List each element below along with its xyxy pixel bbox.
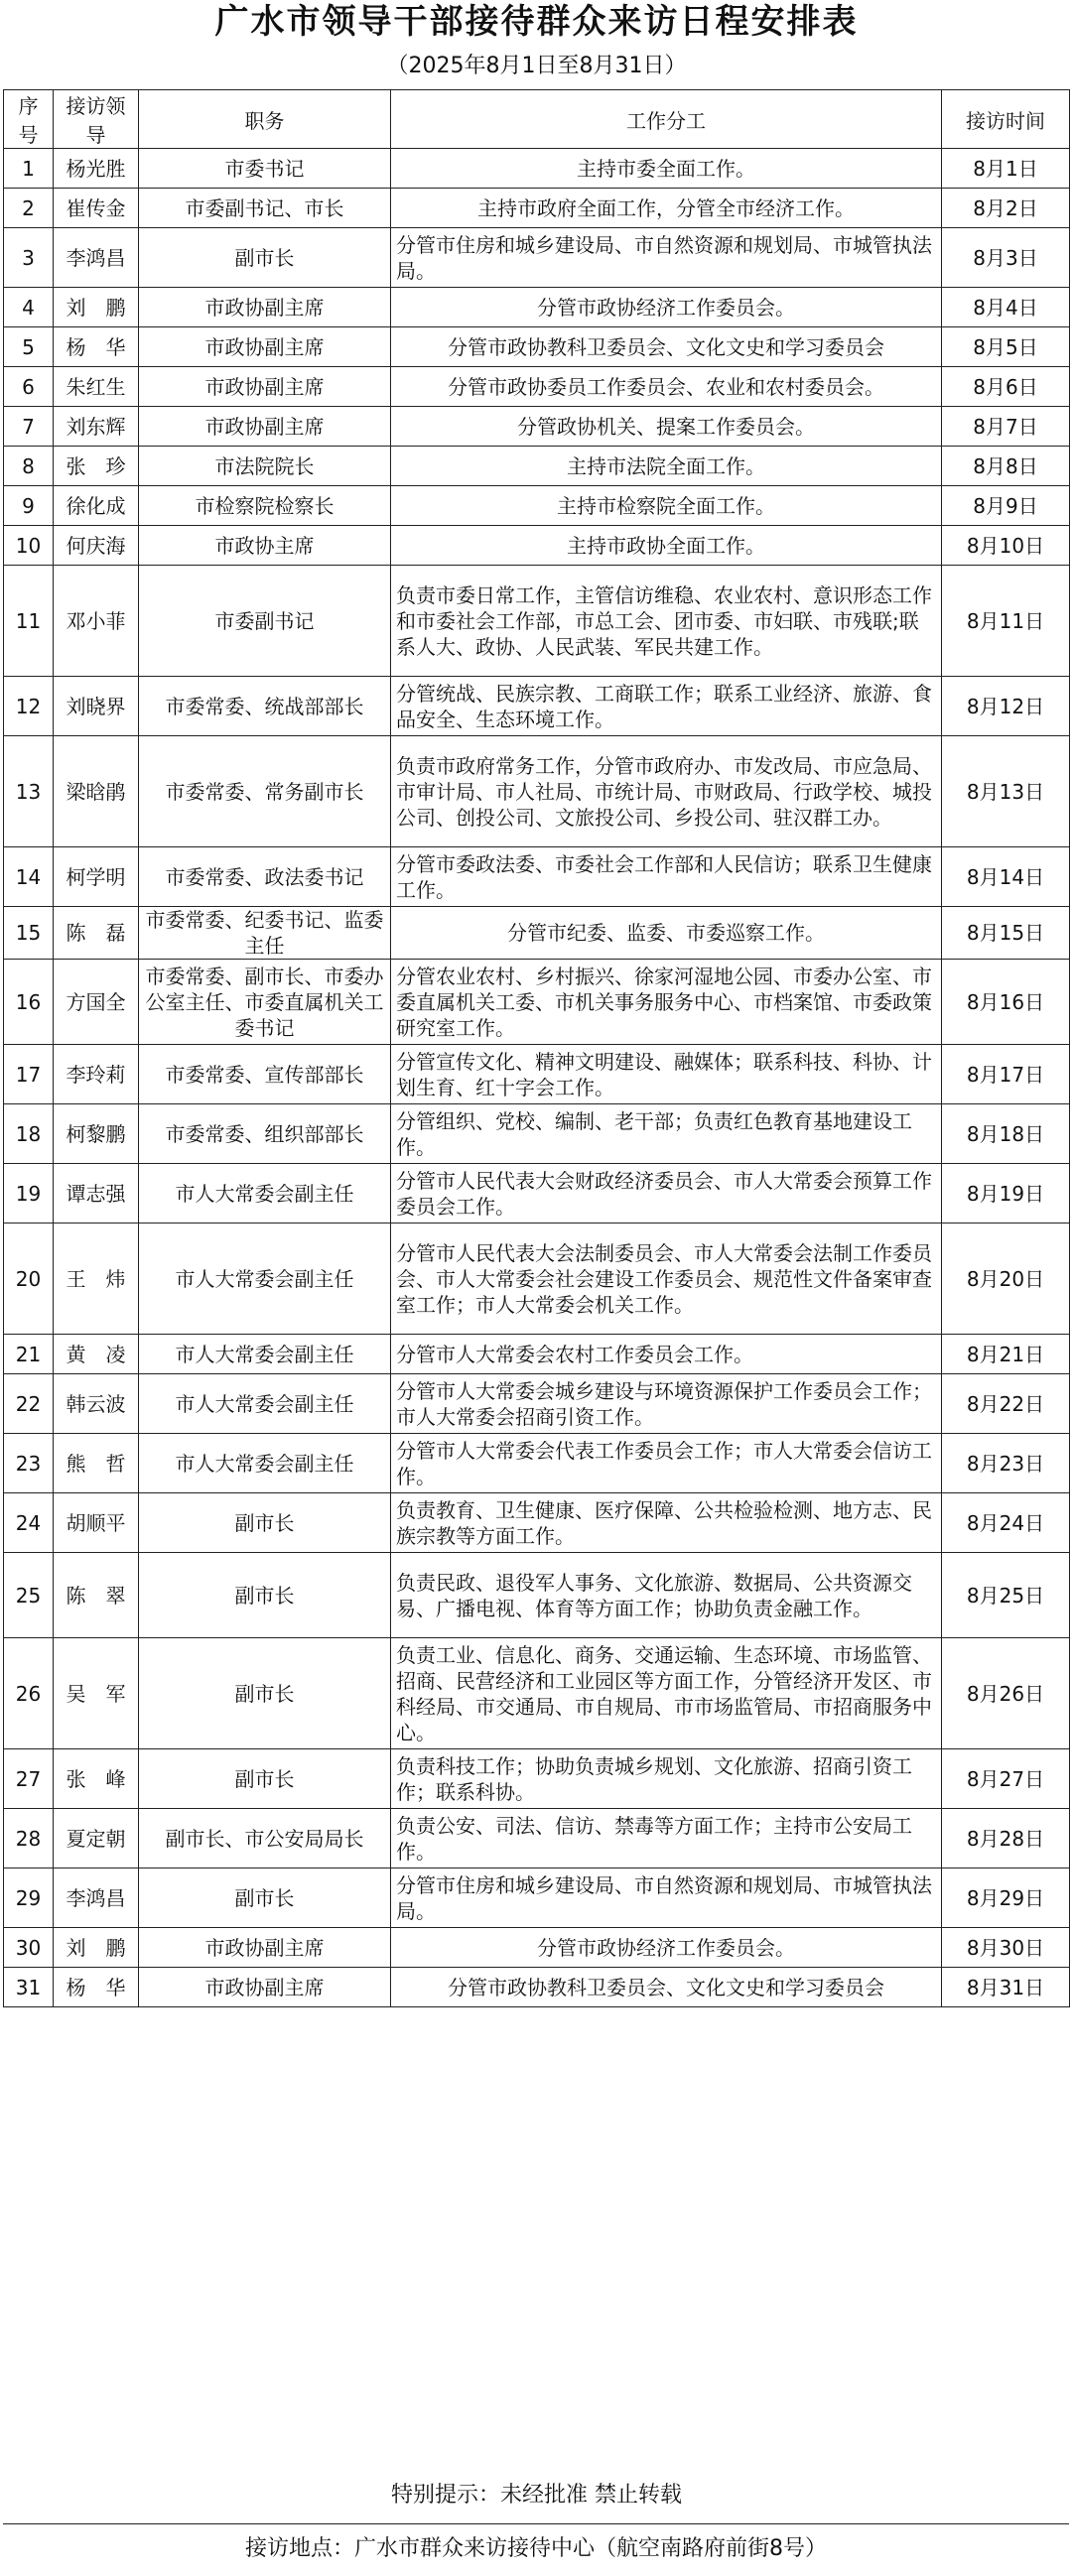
position-cell: 市政协副主席 — [139, 367, 391, 407]
reception-date-cell: 8月8日 — [942, 447, 1070, 486]
row-number-cell: 12 — [4, 677, 54, 736]
leader-name-cell: 杨 华 — [54, 1968, 139, 2007]
duty-cell: 负责民政、退役军人事务、文化旅游、数据局、公共资源交易、广播电视、体育等方面工作；协助负责金融工作。 — [391, 1553, 942, 1638]
position-cell: 副市长 — [139, 1493, 391, 1553]
row-number-cell: 21 — [4, 1335, 54, 1374]
row-number-cell: 16 — [4, 960, 54, 1045]
duty-cell: 主持市政府全面工作，分管全市经济工作。 — [391, 189, 942, 228]
reception-date-cell: 8月7日 — [942, 407, 1070, 447]
leader-name-cell: 韩云波 — [54, 1374, 139, 1434]
column-header-leader: 接访领导 — [54, 90, 139, 149]
leader-name-cell: 王 炜 — [54, 1224, 139, 1335]
table-row — [4, 1749, 1070, 1809]
page-title: 广水市领导干部接待群众来访日程安排表 — [214, 2, 859, 42]
leader-name-cell: 李鸿昌 — [54, 228, 139, 288]
reception-date-cell: 8月26日 — [942, 1638, 1070, 1749]
column-header-position: 职务 — [139, 90, 391, 149]
column-header-date: 接访时间 — [942, 90, 1070, 149]
leader-name-cell: 邓小菲 — [54, 566, 139, 677]
duty-cell: 分管市政协教科卫委员会、文化文史和学习委员会 — [391, 327, 942, 367]
row-number-cell: 5 — [4, 327, 54, 367]
row-number-cell: 25 — [4, 1553, 54, 1638]
table-row — [4, 1164, 1070, 1224]
row-number-cell: 20 — [4, 1224, 54, 1335]
row-number-cell: 7 — [4, 407, 54, 447]
position-cell: 市政协副主席 — [139, 288, 391, 327]
row-number-cell: 18 — [4, 1104, 54, 1164]
duty-cell: 主持市政协全面工作。 — [391, 526, 942, 566]
reception-date-cell: 8月17日 — [942, 1045, 1070, 1104]
table-row — [4, 1868, 1070, 1928]
table-row — [4, 189, 1070, 228]
reception-date-cell: 8月28日 — [942, 1809, 1070, 1868]
table-row — [4, 1335, 1070, 1374]
table-row — [4, 677, 1070, 736]
reception-date-cell: 8月29日 — [942, 1868, 1070, 1928]
row-number-cell: 29 — [4, 1868, 54, 1928]
duty-cell: 负责教育、卫生健康、医疗保障、公共检验检测、地方志、民族宗教等方面工作。 — [391, 1493, 942, 1553]
duty-cell: 分管市人大常委会农村工作委员会工作。 — [391, 1335, 942, 1374]
row-number-cell: 17 — [4, 1045, 54, 1104]
leader-name-cell: 张 峰 — [54, 1749, 139, 1809]
position-cell: 副市长、市公安局局长 — [139, 1809, 391, 1868]
row-number-cell: 26 — [4, 1638, 54, 1749]
reception-date-cell: 8月2日 — [942, 189, 1070, 228]
reception-date-cell: 8月6日 — [942, 367, 1070, 407]
reception-date-cell: 8月31日 — [942, 1968, 1070, 2007]
duty-cell: 分管市政协委员工作委员会、农业和农村委员会。 — [391, 367, 942, 407]
leader-name-cell: 胡顺平 — [54, 1493, 139, 1553]
duty-cell: 分管市人大常委会城乡建设与环境资源保护工作委员会工作；市人大常委会招商引资工作。 — [391, 1374, 942, 1434]
reception-date-cell: 8月4日 — [942, 288, 1070, 327]
leader-name-cell: 刘东辉 — [54, 407, 139, 447]
table-row — [4, 1968, 1070, 2007]
duty-cell: 分管农业农村、乡村振兴、徐家河湿地公园、市委办公室、市委直属机关工委、市机关事务服务中心、市档案馆、市委政策研究室工作。 — [391, 960, 942, 1045]
leader-name-cell: 熊 哲 — [54, 1434, 139, 1493]
duty-cell: 分管市住房和城乡建设局、市自然资源和规划局、市城管执法局。 — [391, 228, 942, 288]
duty-cell: 分管市政协经济工作委员会。 — [391, 1928, 942, 1968]
date-range-subtitle: （2025年8月1日至8月31日） — [386, 54, 687, 78]
position-cell: 市人大常委会副主任 — [139, 1374, 391, 1434]
table-row — [4, 288, 1070, 327]
position-cell: 市政协副主席 — [139, 407, 391, 447]
position-cell: 市政协副主席 — [139, 1968, 391, 2007]
reception-date-cell: 8月12日 — [942, 677, 1070, 736]
table-row — [4, 486, 1070, 526]
position-cell: 副市长 — [139, 228, 391, 288]
table-row — [4, 1104, 1070, 1164]
schedule-table — [3, 89, 1070, 2007]
table-row — [4, 228, 1070, 288]
position-cell: 副市长 — [139, 1553, 391, 1638]
reception-date-cell: 8月20日 — [942, 1224, 1070, 1335]
table-row — [4, 407, 1070, 447]
row-number-cell: 19 — [4, 1164, 54, 1224]
position-cell: 市委常委、副市长、市委办公室主任、市委直属机关工委书记 — [139, 960, 391, 1045]
leader-name-cell: 刘晓界 — [54, 677, 139, 736]
table-row — [4, 149, 1070, 189]
position-cell: 副市长 — [139, 1638, 391, 1749]
leader-name-cell: 朱红生 — [54, 367, 139, 407]
leader-name-cell: 杨光胜 — [54, 149, 139, 189]
duty-cell: 分管市住房和城乡建设局、市自然资源和规划局、市城管执法局。 — [391, 1868, 942, 1928]
leader-name-cell: 方国全 — [54, 960, 139, 1045]
table-body — [4, 149, 1070, 2007]
reception-date-cell: 8月3日 — [942, 228, 1070, 288]
row-number-cell: 14 — [4, 847, 54, 907]
table-row — [4, 447, 1070, 486]
row-number-cell: 23 — [4, 1434, 54, 1493]
table-row — [4, 1809, 1070, 1868]
reception-date-cell: 8月13日 — [942, 736, 1070, 847]
leader-name-cell: 何庆海 — [54, 526, 139, 566]
duty-cell: 负责市政府常务工作，分管市政府办、市发改局、市应急局、市审计局、市人社局、市统计局、市财政局、行政学校、城投公司、创投公司、文旅投公司、乡投公司、驻汉群工办。 — [391, 736, 942, 847]
duty-cell: 分管市人大常委会代表工作委员会工作；市人大常委会信访工作。 — [391, 1434, 942, 1493]
table-row — [4, 907, 1070, 960]
duty-cell: 分管市人民代表大会法制委员会、市人大常委会法制工作委员会、市人大常委会社会建设工作委员会、规范性文件备案审查室工作；市人大常委会机关工作。 — [391, 1224, 942, 1335]
table-row — [4, 526, 1070, 566]
duty-cell: 分管政协机关、提案工作委员会。 — [391, 407, 942, 447]
position-cell: 市委常委、纪委书记、监委主任 — [139, 907, 391, 960]
duty-cell: 分管组织、党校、编制、老干部；负责红色教育基地建设工作。 — [391, 1104, 942, 1164]
table-row — [4, 1638, 1070, 1749]
duty-cell: 负责工业、信息化、商务、交通运输、生态环境、市场监管、招商、民营经济和工业园区等方面工作，分管经济开发区、市科经局、市交通局、市自规局、市市场监管局、市招商服务中心。 — [391, 1638, 942, 1749]
reception-date-cell: 8月30日 — [942, 1928, 1070, 1968]
duty-cell: 分管市政协经济工作委员会。 — [391, 288, 942, 327]
reception-date-cell: 8月24日 — [942, 1493, 1070, 1553]
position-cell: 市人大常委会副主任 — [139, 1224, 391, 1335]
table-row — [4, 847, 1070, 907]
duty-cell: 分管统战、民族宗教、工商联工作；联系工业经济、旅游、食品安全、生态环境工作。 — [391, 677, 942, 736]
position-cell: 副市长 — [139, 1868, 391, 1928]
leader-name-cell: 李玲莉 — [54, 1045, 139, 1104]
row-number-cell: 8 — [4, 447, 54, 486]
row-number-cell: 11 — [4, 566, 54, 677]
leader-name-cell: 柯黎鹏 — [54, 1104, 139, 1164]
table-row — [4, 1224, 1070, 1335]
leader-name-cell: 陈 翠 — [54, 1553, 139, 1638]
table-row — [4, 960, 1070, 1045]
reception-date-cell: 8月18日 — [942, 1104, 1070, 1164]
reception-date-cell: 8月27日 — [942, 1749, 1070, 1809]
reception-date-cell: 8月15日 — [942, 907, 1070, 960]
reception-date-cell: 8月23日 — [942, 1434, 1070, 1493]
position-cell: 市政协主席 — [139, 526, 391, 566]
reception-date-cell: 8月25日 — [942, 1553, 1070, 1638]
position-cell: 市政协副主席 — [139, 1928, 391, 1968]
table-row — [4, 566, 1070, 677]
table-row — [4, 736, 1070, 847]
leader-name-cell: 吴 军 — [54, 1638, 139, 1749]
duty-cell: 分管市委政法委、市委社会工作部和人民信访；联系卫生健康工作。 — [391, 847, 942, 907]
reception-date-cell: 8月22日 — [942, 1374, 1070, 1434]
reception-date-cell: 8月16日 — [942, 960, 1070, 1045]
leader-name-cell: 刘 鹏 — [54, 288, 139, 327]
position-cell: 市检察院检察长 — [139, 486, 391, 526]
reception-location: 接访地点：广水市群众来访接待中心（航空南路府前街8号） — [3, 2523, 1069, 2576]
duty-cell: 分管市纪委、监委、市委巡察工作。 — [391, 907, 942, 960]
row-number-cell: 3 — [4, 228, 54, 288]
position-cell: 市法院院长 — [139, 447, 391, 486]
table-row — [4, 327, 1070, 367]
table-row — [4, 1493, 1070, 1553]
table-row — [4, 1045, 1070, 1104]
position-cell: 副市长 — [139, 1749, 391, 1809]
position-cell: 市委副书记 — [139, 566, 391, 677]
leader-name-cell: 黄 凌 — [54, 1335, 139, 1374]
row-number-cell: 9 — [4, 486, 54, 526]
position-cell: 市人大常委会副主任 — [139, 1164, 391, 1224]
position-cell: 市人大常委会副主任 — [139, 1335, 391, 1374]
row-number-cell: 1 — [4, 149, 54, 189]
leader-name-cell: 梁晗鹃 — [54, 736, 139, 847]
row-number-cell: 4 — [4, 288, 54, 327]
reception-date-cell: 8月14日 — [942, 847, 1070, 907]
position-cell: 市委常委、常务副市长 — [139, 736, 391, 847]
position-cell: 市委副书记、市长 — [139, 189, 391, 228]
position-cell: 市委常委、统战部部长 — [139, 677, 391, 736]
table-row — [4, 367, 1070, 407]
reception-date-cell: 8月19日 — [942, 1164, 1070, 1224]
row-number-cell: 30 — [4, 1928, 54, 1968]
position-cell: 市委常委、宣传部部长 — [139, 1045, 391, 1104]
duty-cell: 主持市法院全面工作。 — [391, 447, 942, 486]
leader-name-cell: 柯学明 — [54, 847, 139, 907]
row-number-cell: 13 — [4, 736, 54, 847]
leader-name-cell: 杨 华 — [54, 327, 139, 367]
duty-cell: 负责科技工作；协助负责城乡规划、文化旅游、招商引资工作；联系科协。 — [391, 1749, 942, 1809]
reprint-notice: 特别提示：未经批准 禁止转载 — [391, 2483, 682, 2508]
row-number-cell: 27 — [4, 1749, 54, 1809]
position-cell: 市人大常委会副主任 — [139, 1434, 391, 1493]
leader-name-cell: 谭志强 — [54, 1164, 139, 1224]
duty-cell: 负责市委日常工作，主管信访维稳、农业农村、意识形态工作和市委社会工作部，市总工会、团市委、市妇联、市残联;联系人大、政协、人民武装、军民共建工作。 — [391, 566, 942, 677]
duty-cell: 主持市检察院全面工作。 — [391, 486, 942, 526]
leader-name-cell: 刘 鹏 — [54, 1928, 139, 1968]
column-header-no: 序号 — [4, 90, 54, 149]
row-number-cell: 28 — [4, 1809, 54, 1868]
duty-cell: 主持市委全面工作。 — [391, 149, 942, 189]
reception-date-cell: 8月9日 — [942, 486, 1070, 526]
position-cell: 市委书记 — [139, 149, 391, 189]
duty-cell: 分管市人民代表大会财政经济委员会、市人大常委会预算工作委员会工作。 — [391, 1164, 942, 1224]
leader-name-cell: 陈 磊 — [54, 907, 139, 960]
leader-name-cell: 李鸿昌 — [54, 1868, 139, 1928]
table-row — [4, 1553, 1070, 1638]
table-header-row — [4, 90, 1070, 149]
row-number-cell: 10 — [4, 526, 54, 566]
leader-name-cell: 张 珍 — [54, 447, 139, 486]
column-header-duty: 工作分工 — [391, 90, 942, 149]
table-row — [4, 1374, 1070, 1434]
row-number-cell: 24 — [4, 1493, 54, 1553]
reception-date-cell: 8月11日 — [942, 566, 1070, 677]
leader-name-cell: 徐化成 — [54, 486, 139, 526]
row-number-cell: 6 — [4, 367, 54, 407]
duty-cell: 分管宣传文化、精神文明建设、融媒体；联系科技、科协、计划生育、红十字会工作。 — [391, 1045, 942, 1104]
duty-cell: 分管市政协教科卫委员会、文化文史和学习委员会 — [391, 1968, 942, 2007]
row-number-cell: 15 — [4, 907, 54, 960]
reception-date-cell: 8月5日 — [942, 327, 1070, 367]
position-cell: 市委常委、组织部部长 — [139, 1104, 391, 1164]
leader-name-cell: 崔传金 — [54, 189, 139, 228]
row-number-cell: 31 — [4, 1968, 54, 2007]
leader-name-cell: 夏定朝 — [54, 1809, 139, 1868]
table-row — [4, 1928, 1070, 1968]
duty-cell: 负责公安、司法、信访、禁毒等方面工作；主持市公安局工作。 — [391, 1809, 942, 1868]
row-number-cell: 2 — [4, 189, 54, 228]
row-number-cell: 22 — [4, 1374, 54, 1434]
position-cell: 市政协副主席 — [139, 327, 391, 367]
position-cell: 市委常委、政法委书记 — [139, 847, 391, 907]
table-row — [4, 1434, 1070, 1493]
reception-date-cell: 8月10日 — [942, 526, 1070, 566]
reception-date-cell: 8月21日 — [942, 1335, 1070, 1374]
reception-date-cell: 8月1日 — [942, 149, 1070, 189]
